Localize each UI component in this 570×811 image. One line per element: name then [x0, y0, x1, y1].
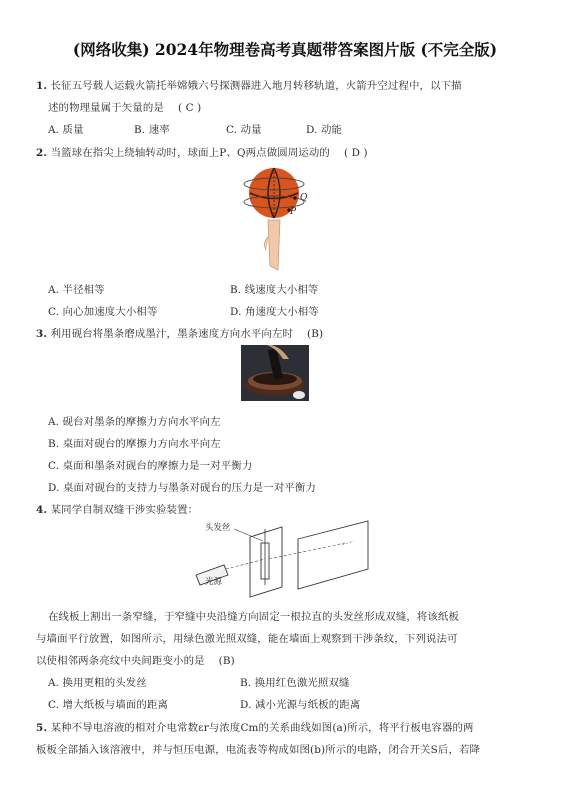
q2-option-c: C. 向心加速度大小相等	[48, 306, 158, 318]
q3-answer: (B)	[307, 328, 324, 340]
q4-option-c: C. 增大纸板与墙面的距离	[48, 699, 169, 711]
q2-option-d: D. 角速度大小相等	[230, 306, 319, 318]
q1-number: 1.	[36, 80, 48, 92]
q4-body-3-text: 以使相邻两条亮纹中央间距变小的是	[36, 655, 205, 667]
q2-option-b: B. 线速度大小相等	[230, 284, 319, 296]
q1-option-c: C. 动量	[226, 124, 262, 136]
page-title: (网络收集) 2024年物理卷高考真题带答案图片版 (不完全版)	[72, 40, 498, 59]
q2-text-1: 当篮球在指尖上绕轴转动时，球面上P、Q两点做圆周运动的	[50, 147, 330, 159]
q1-text-1: 长征五号载人运载火箭托举嫦娥六号探测器进入地月转移轨道，火箭升空过程中，以下描	[50, 80, 462, 92]
q5-line-1	[36, 719, 474, 734]
q4-option-d: D. 减小光源与纸板的距离	[240, 699, 361, 711]
q3-option-d: D. 桌面对砚台的支持力与墨条对砚台的压力是一对平衡力	[48, 482, 316, 494]
inkstone-photo	[241, 345, 309, 401]
q4-label-light-source: 光源	[205, 577, 223, 587]
q4-body-1: 在线板上割出一条窄缝，于窄缝中央沿缝方向固定一根拉直的头发丝形成双缝，将该纸板	[48, 611, 460, 623]
q1-option-d: D. 动能	[306, 124, 343, 136]
q3-option-c: C. 桌面和墨条对砚台的摩擦力是一对平衡力	[48, 460, 253, 472]
q4-body-3	[36, 652, 235, 667]
q1-option-a: A. 质量	[48, 124, 84, 136]
q2-option-a: A. 半径相等	[48, 284, 105, 296]
q2-number: 2.	[36, 147, 48, 159]
q4-answer: (B)	[218, 655, 235, 667]
q3-number: 3.	[36, 328, 48, 340]
basketball-figure	[240, 166, 320, 276]
q1-option-b: B. 速率	[134, 124, 170, 136]
q2-label-p: P	[290, 207, 297, 217]
q2-label-q: Q	[300, 193, 308, 203]
q3-option-b: B. 桌面对砚台的摩擦力方向水平向左	[48, 438, 221, 450]
q4-option-b: B. 换用红色激光照双缝	[240, 677, 350, 689]
q3-text-1: 利用砚台将墨条磨成墨汁，墨条速度方向水平向左时	[50, 328, 294, 340]
q2-answer: ( D )	[343, 147, 368, 159]
q3-option-a: A. 砚台对墨条的摩擦力方向水平向左	[48, 416, 221, 428]
q4-line-1	[36, 501, 198, 516]
q1-line-2	[48, 99, 201, 114]
q5-text-1: 某种不导电溶液的相对介电常数εr与浓度Cm的关系曲线如图(a)所示，将平行板电容器的两	[50, 722, 474, 734]
q4-text-1: 某同学自制双缝干涉实验装置：	[50, 504, 199, 516]
q4-option-a: A. 换用更粗的头发丝	[48, 677, 147, 689]
q4-body-2: 与墙面平行放置，如图所示，用绿色激光照双缝，能在墙面上观察到干涉条纹，下列说法可	[36, 633, 458, 645]
q1-line-1	[36, 77, 462, 92]
q1-answer: ( C )	[177, 102, 202, 114]
q3-line-1	[36, 325, 323, 340]
q5-line-2: 板板全部插入该溶液中，并与恒压电源，电流表等构成如图(b)所示的电路，闭合开关S后，若降	[36, 744, 481, 756]
q1-text-2: 述的物理量属于矢量的是	[48, 102, 164, 114]
q4-label-hair: 头发丝	[205, 523, 231, 533]
q5-number: 5.	[36, 722, 48, 734]
q2-line-1	[36, 144, 368, 159]
q4-number: 4.	[36, 504, 48, 516]
